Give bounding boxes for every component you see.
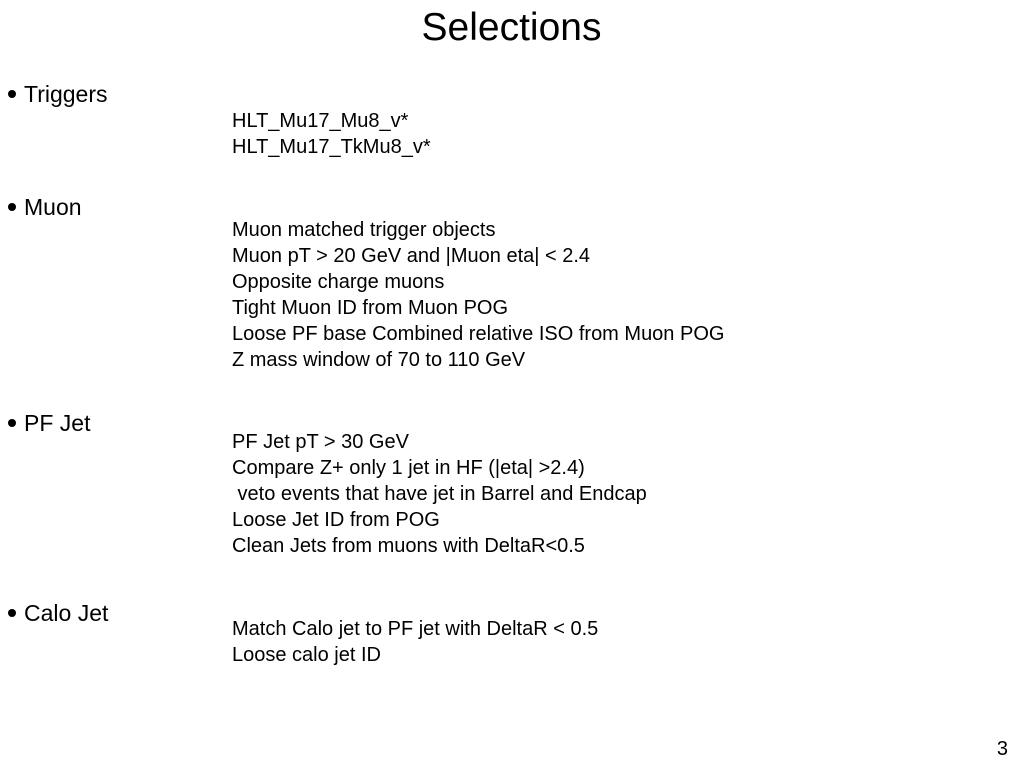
- section-heading-pf-jet: [8, 410, 90, 436]
- detail-line: veto events that have jet in Barrel and Endcap: [232, 483, 647, 505]
- section-details-muon: [232, 217, 724, 373]
- bullet-icon: [8, 609, 16, 617]
- bullet-icon: [8, 203, 16, 211]
- detail-line: Muon matched trigger objects: [232, 219, 496, 241]
- section-details-calo-jet: [232, 616, 598, 668]
- detail-line: PF Jet pT > 30 GeV: [232, 431, 409, 453]
- section-heading-triggers: [8, 81, 108, 107]
- section-details-pf-jet: [232, 429, 647, 559]
- section-heading-label: Triggers: [24, 81, 108, 107]
- detail-line: HLT_Mu17_Mu8_v*: [232, 110, 409, 132]
- section-details-triggers: [232, 108, 431, 160]
- detail-line: HLT_Mu17_TkMu8_v*: [232, 136, 431, 158]
- page-number: 3: [996, 738, 1008, 760]
- section-heading-label: PF Jet: [24, 410, 91, 436]
- detail-line: Match Calo jet to PF jet with DeltaR < 0.5: [232, 618, 599, 640]
- detail-line: Opposite charge muons: [232, 271, 445, 293]
- detail-line: Z mass window of 70 to 110 GeV: [232, 349, 526, 371]
- detail-line: Loose calo jet ID: [232, 644, 381, 666]
- detail-line: Loose PF base Combined relative ISO from Muon POG: [232, 323, 725, 345]
- detail-line: Loose Jet ID from POG: [232, 509, 440, 531]
- detail-line: Muon pT > 20 GeV and |Muon eta| < 2.4: [232, 245, 591, 267]
- detail-line: Compare Z+ only 1 jet in HF (|eta| >2.4): [232, 457, 585, 479]
- slide-title: Selections: [421, 6, 602, 49]
- detail-line: Tight Muon ID from Muon POG: [232, 297, 509, 319]
- bullet-icon: [8, 90, 16, 98]
- bullet-icon: [8, 419, 16, 427]
- section-heading-label: Muon: [24, 194, 82, 220]
- section-heading-muon: [8, 194, 82, 220]
- section-heading-calo-jet: [8, 600, 108, 626]
- section-heading-label: Calo Jet: [24, 600, 109, 626]
- detail-line: Clean Jets from muons with DeltaR<0.5: [232, 535, 585, 557]
